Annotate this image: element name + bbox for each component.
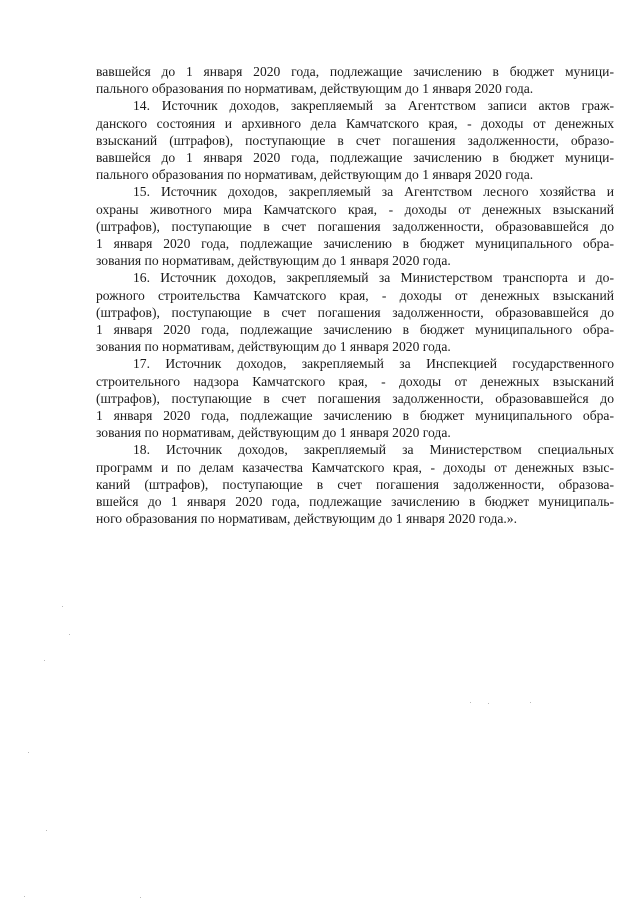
scan-speck: [24, 896, 25, 897]
paragraph-item-16: [96, 269, 614, 355]
text-line: 1 января 2020 года, подлежащие зачислению в бюджет муниципального обра-: [96, 322, 614, 338]
text-line: 16. Источник доходов, закрепляемый за Министерством транспорта и до-: [133, 270, 614, 286]
text-line: 1 января 2020 года, подлежащие зачислению в бюджет муниципального обра-: [96, 408, 614, 424]
scan-speck: [62, 606, 63, 607]
text-line: строительного надзора Камчатского края, - доходы от денежных взысканий: [96, 373, 614, 389]
paragraph-item-18: [96, 441, 614, 527]
paragraph-item-17: [96, 355, 614, 441]
text-line: зования по нормативам, действующим до 1 января 2020 года.: [96, 425, 451, 441]
text-line: данского состояния и архивного дела Камчатского края, - доходы от денежных: [96, 115, 614, 131]
text-line: 14. Источник доходов, закрепляемый за Агентством записи актов граж-: [133, 98, 614, 114]
text-line: программ и по делам казачества Камчатского края, - доходы от денежных взыс-: [96, 459, 614, 475]
text-line: пального образования по нормативам, действующим до 1 января 2020 года.: [96, 167, 534, 183]
paragraph-continuation: [96, 63, 614, 97]
scan-speck: [470, 702, 471, 703]
text-line: ного образования по нормативам, действующим до 1 января 2020 года.».: [96, 511, 517, 527]
scan-speck: [488, 703, 489, 704]
text-line: пального образования по нормативам, действующим до 1 января 2020 года.: [96, 81, 534, 97]
text-line: 18. Источник доходов, закрепляемый за Министерством специальных: [133, 442, 614, 458]
scan-speck: [140, 897, 141, 898]
scan-speck: [530, 702, 531, 703]
text-line: вавшейся до 1 января 2020 года, подлежащие зачислению в бюджет муници-: [96, 150, 614, 166]
text-line: вшейся до 1 января 2020 года, подлежащие зачислению в бюджет муниципаль-: [96, 494, 614, 510]
text-line: (штрафов), поступающие в счет погашения задолженности, образовавшейся до: [96, 304, 614, 320]
scan-speck: [46, 830, 47, 831]
text-line: 15. Источник доходов, закрепляемый за Агентством лесного хозяйства и: [133, 184, 614, 200]
scan-speck: [69, 634, 70, 635]
text-line: 1 января 2020 года, подлежащие зачислению в бюджет муниципального обра-: [96, 236, 614, 252]
text-line: взысканий (штрафов), поступающие в счет погашения задолженности, образо-: [96, 132, 614, 148]
scan-speck: [28, 752, 29, 753]
text-line: каний (штрафов), поступающие в счет погашения задолженности, образова-: [96, 476, 614, 492]
text-line: охраны животного мира Камчатского края, - доходы от денежных взысканий: [96, 201, 614, 217]
text-line: вавшейся до 1 января 2020 года, подлежащие зачислению в бюджет муници-: [96, 64, 614, 79]
text-line: рожного строительства Камчатского края, - доходы от денежных взысканий: [96, 287, 614, 303]
text-line: зования по нормативам, действующим до 1 января 2020 года.: [96, 253, 451, 269]
text-line: (штрафов), поступающие в счет погашения задолженности, образовавшейся до: [96, 390, 614, 406]
text-line: (штрафов), поступающие в счет погашения задолженности, образовавшейся до: [96, 218, 614, 234]
document-body: [96, 63, 614, 527]
text-line: зования по нормативам, действующим до 1 января 2020 года.: [96, 339, 451, 355]
scan-speck: [44, 660, 45, 661]
paragraph-item-15: [96, 183, 614, 269]
text-line: 17. Источник доходов, закрепляемый за Инспекцией государственного: [133, 356, 614, 372]
paragraph-item-14: [96, 97, 614, 183]
